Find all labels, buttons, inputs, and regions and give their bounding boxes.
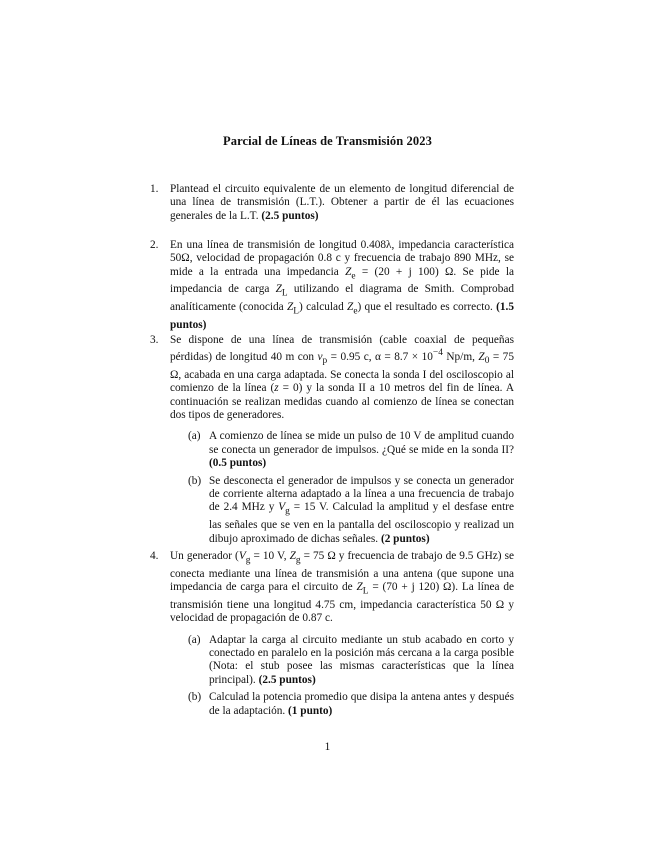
subquestion-label: (b)	[188, 474, 202, 487]
question-text: = 10 V,	[250, 550, 290, 562]
question-text: ) calculad	[299, 301, 348, 314]
math-subscript: g	[245, 555, 251, 566]
page-number: 1	[324, 741, 331, 753]
points-label: (1 punto)	[288, 704, 333, 717]
question-text: = (70 + j 120) Ω). La línea de transmisión tiene una longitud 4.75 cm, impedancia característica 50 Ω y velocidad de propagación de 0.87 c.	[170, 581, 514, 625]
math-subscript: L	[293, 306, 300, 317]
subquestion-text: Adaptar la carga al circuito mediante un stub acabado en corto y conectado en paralelo en la posición más cercana a la carga posible (Nota: el stub posee las mismas características que la línea principal).	[209, 633, 514, 686]
math-subscript: e	[353, 306, 358, 317]
subquestion-body	[209, 475, 514, 546]
math-symbol: V	[238, 550, 246, 562]
subquestion-label: (a)	[188, 633, 201, 646]
subquestion-text: Se desconecta el generador de impulsos y se conecta un generador de corriente alterna adaptado a la línea a una frecuencia de trabajo de 2.4 MHz y	[209, 474, 514, 514]
points-label: (2.5 puntos)	[258, 673, 316, 686]
subquestion-label: (b)	[188, 691, 202, 704]
subquestion-text: Calculad la potencia promedio que disipa la antena antes y después de la adaptación.	[209, 691, 514, 717]
question-body	[170, 550, 514, 718]
question-number: 1.	[150, 183, 159, 195]
question-text: = 75 Ω y frecuencia de trabajo de 9.5 GHz) se conecta mediante una línea de transmisión a una antena (que supone una impedancia de carga para el circuito de	[170, 550, 514, 594]
points-label: (2.5 puntos)	[261, 209, 319, 222]
math-symbol: Z	[347, 301, 354, 314]
points-label: (1.5 puntos)	[170, 301, 515, 331]
math-subscript: L	[281, 288, 288, 299]
question-1	[152, 183, 514, 223]
question-body	[170, 183, 514, 223]
question-text: Se dispone de una línea de transmisión (cable coaxial de pequeñas pérdidas) de longitud 40 m con	[170, 334, 514, 364]
math-symbol: Z	[286, 301, 294, 314]
math-symbol: Z	[345, 265, 352, 278]
math-symbol: z	[274, 382, 279, 395]
points-label: (0.5 puntos)	[209, 457, 267, 470]
subquestion-body	[209, 634, 514, 688]
subquestion-text: A comienzo de línea se mide un pulso de 10 V de amplitud cuando se conecta un generador de impulsos. ¿Qué se mide en la sonda II?	[209, 430, 514, 456]
question-text: Np/m,	[442, 351, 479, 364]
math-subscript: L	[362, 586, 369, 597]
subquestion-3b	[188, 475, 514, 546]
question-text: utilizando el diagrama de Smith. Comprobad analíticamente (conocida	[170, 283, 514, 314]
question-4	[152, 550, 514, 718]
math-subscript: 0	[484, 356, 490, 367]
subquestion-4a	[188, 634, 514, 688]
math-exponent: −4	[432, 348, 443, 359]
subquestion-4b	[188, 691, 514, 718]
math-symbol: Z	[289, 550, 296, 562]
subquestion-label: (a)	[188, 430, 201, 443]
question-number: 2.	[150, 239, 159, 251]
question-text: En una línea de transmisión de longitud 0.408λ, impedancia característica 50Ω, velocidad de propagación 0.8 c y frecuencia de trabajo 890 MHz, se mide a la entrada una impedancia	[170, 239, 514, 278]
question-text: ) que el resultado es correcto.	[357, 301, 493, 314]
question-number: 3.	[150, 334, 159, 346]
question-3	[152, 334, 514, 546]
math-subscript: g	[295, 555, 301, 566]
math-symbol: v	[317, 351, 323, 364]
subquestion-body	[209, 430, 514, 470]
math-symbol: Z	[275, 283, 282, 296]
subquestion-body	[209, 691, 514, 718]
question-text: = 0.95 c, α = 8.7 × 10	[327, 351, 433, 364]
math-symbol: Z	[478, 351, 485, 364]
question-text: = (20 + j 100) Ω. Se pide la impedancia de carga	[170, 265, 514, 296]
question-body	[170, 334, 514, 546]
math-symbol: Z	[356, 581, 363, 594]
question-2	[152, 239, 514, 332]
subquestion-3a	[188, 430, 514, 470]
math-subscript: e	[351, 271, 356, 282]
question-number: 4.	[150, 550, 159, 562]
subquestion-text: = 15 V. Calculad la amplitud y el desfase entre las señales que se ven en la pantalla del osciloscopio y realizad un dibujo aproximado de dichas señales.	[209, 501, 514, 545]
question-text: Plantead el circuito equivalente de un elemento de longitud diferencial de una línea de transmisión (L.T.). Obtener a partir de él las ecuaciones generales de la L.T.	[170, 183, 514, 222]
points-label: (2 puntos)	[380, 532, 430, 545]
math-subscript: g	[285, 506, 290, 517]
math-symbol: V	[278, 501, 286, 514]
question-body	[170, 239, 514, 332]
question-text: = 75 Ω, acabada en una carga adaptada. Se conecta la sonda I del osciloscopio al comienzo de la línea (	[170, 351, 514, 395]
page-title: Parcial de Líneas de Transmisión 2023	[223, 134, 432, 148]
math-subscript: p	[322, 356, 328, 367]
question-text: Un generador (	[170, 550, 239, 562]
question-text: = 0) y la sonda II a 10 metros del fin de línea. A continuación se realizan medidas cuando al comienzo de línea se conectan dos tipos de generadores.	[170, 382, 514, 422]
